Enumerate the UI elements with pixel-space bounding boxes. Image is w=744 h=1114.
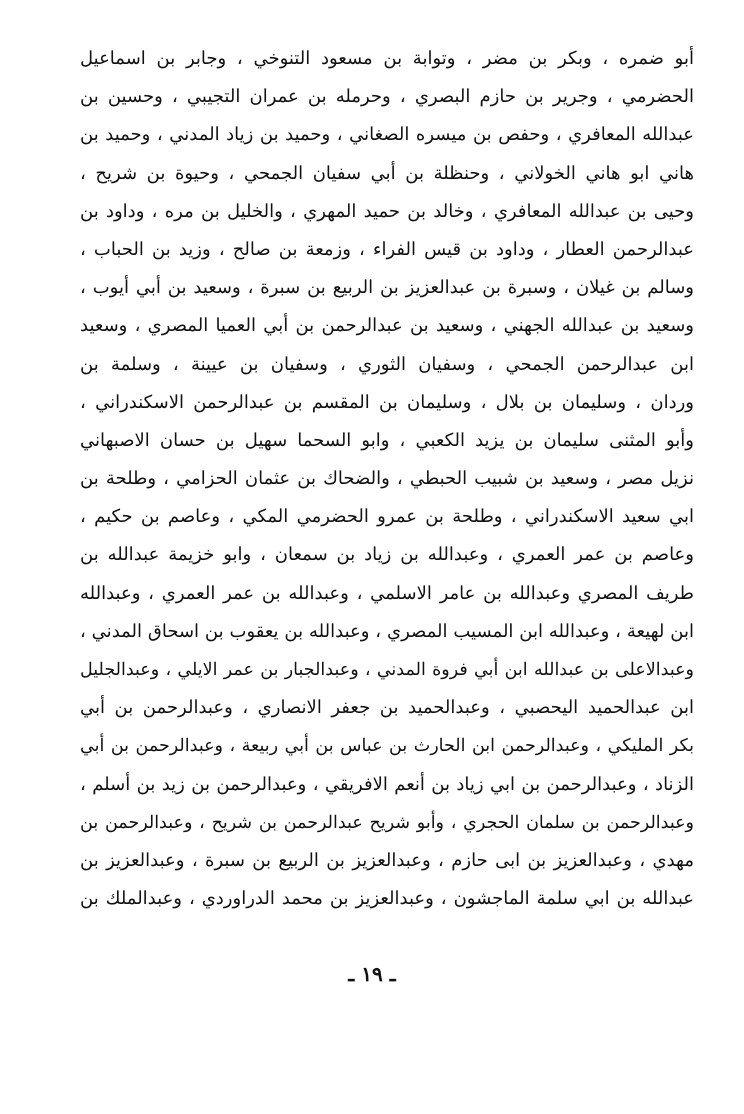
text-line: الحضرمي ، وجرير بن حازم البصري ، وحرمله بن عمران التجيبي ، وحسين بن (80, 86, 694, 108)
text-line: ابي سعيد الاسكندراني ، وطلحة بن عمرو الحضرمي المكي ، وعاصم بن حكيم ، (80, 506, 694, 528)
text-line: وعبدالرحمن بن سلمان الحجري ، وأبو شريح عبدالرحمن بن شريح ، وعبدالرحمن بن (80, 812, 694, 833)
text-line: نزيل مصر ، وسعيد بن شبيب الحبطي ، والضحاك بن عثمان الحزامي ، وطلحة بن (80, 468, 694, 490)
text-line: وردان ، وسليمان بن بلال ، وسليمان بن المقسم بن عبدالرحمن الاسكندراني ، (80, 391, 694, 413)
text-line: الزناد ، وعبدالرحمن بن ابي زياد بن أنعم الافريقي ، وعبدالرحمن بن زيد بن أسلم ، (80, 773, 694, 795)
text-line: هاني ابو هاني الخولاني ، وحنظلة بن أبي سفيان الجمحي ، وحيوة بن شريح ، (80, 162, 694, 184)
page-number: ـ ١٩ ـ (348, 962, 396, 986)
text-line: عبدالله بن ابي سلمة الماجشون ، وعبدالعزيز بن محمد الدراوردي ، وعبدالملك بن (80, 888, 694, 910)
text-line: ابن عبدالحميد اليحصبي ، وعبدالحميد بن جعفر الانصاري ، وعبدالرحمن بن أبي (80, 697, 694, 719)
text-line: بكر المليكي ، وعبدالرحمن ابن الحارث بن عباس بن أبي ربيعة ، وعبدالرحمن بن أبي (80, 736, 694, 757)
text-line: مهدي ، وعبدالعزيز بن ابى حازم ، وعبدالعزيز بن الربيع بن سبرة ، وعبدالعزيز بن (80, 849, 694, 871)
text-line: أبو ضمره ، وبكر بن مضر ، وتوابة بن مسعود التنوخي ، وجابر بن اسماعيل (80, 48, 694, 69)
text-line: ابن لهيعة ، وعبدالله ابن المسيب المصري ، وعبدالله بن يعقوب بن اسحاق المدني ، (80, 620, 694, 642)
text-line: وعاصم بن عمر العمري ، وعبدالله بن زياد بن سمعان ، وابو خزيمة عبدالله بن (80, 544, 694, 566)
text-line: وسالم بن غيلان ، وسبرة بن عبدالعزيز بن الربيع بن سبرة ، وسعيد بن أبي أيوب ، (80, 277, 694, 299)
text-line: ابن عبدالرحمن الجمحي ، وسفيان الثوري ، وسفيان بن عيينة ، وسلمة بن (80, 353, 694, 375)
text-line: وسعيد بن عبدالله الجهني ، وسعيد بن عبدالرحمن بن أبي العميا المصري ، وسعيد (80, 315, 694, 337)
text-line: طريف المصري وعبدالله بن عامر الاسلمي ، وعبدالله بن عمر العمري ، وعبدالله (80, 582, 694, 604)
text-line: عبدالرحمن العطار ، وداود بن قيس الفراء ، وزمعة بن صالح ، وزيد بن الحباب ، (80, 238, 694, 260)
text-line: وأبو المثنى سليمان بن يزيد الكعبي ، وابو السحما سهيل بن حسان الاصبهاني (80, 429, 694, 451)
text-line: وعبدالاعلى بن عبدالله ابن أبي فروة المدني ، وعبدالجبار بن عمر الايلي ، وعبدالجليل (80, 660, 694, 680)
text-line: وحيى بن عبدالله المعافري ، وخالد بن حميد المهري ، والخليل بن مره ، وداود بن (80, 200, 694, 222)
body-text (80, 40, 694, 918)
text-line: عبدالله المعافري ، وحفص بن ميسره الصغاني ، وحميد بن زياد المدني ، وحميد بن (80, 124, 694, 146)
